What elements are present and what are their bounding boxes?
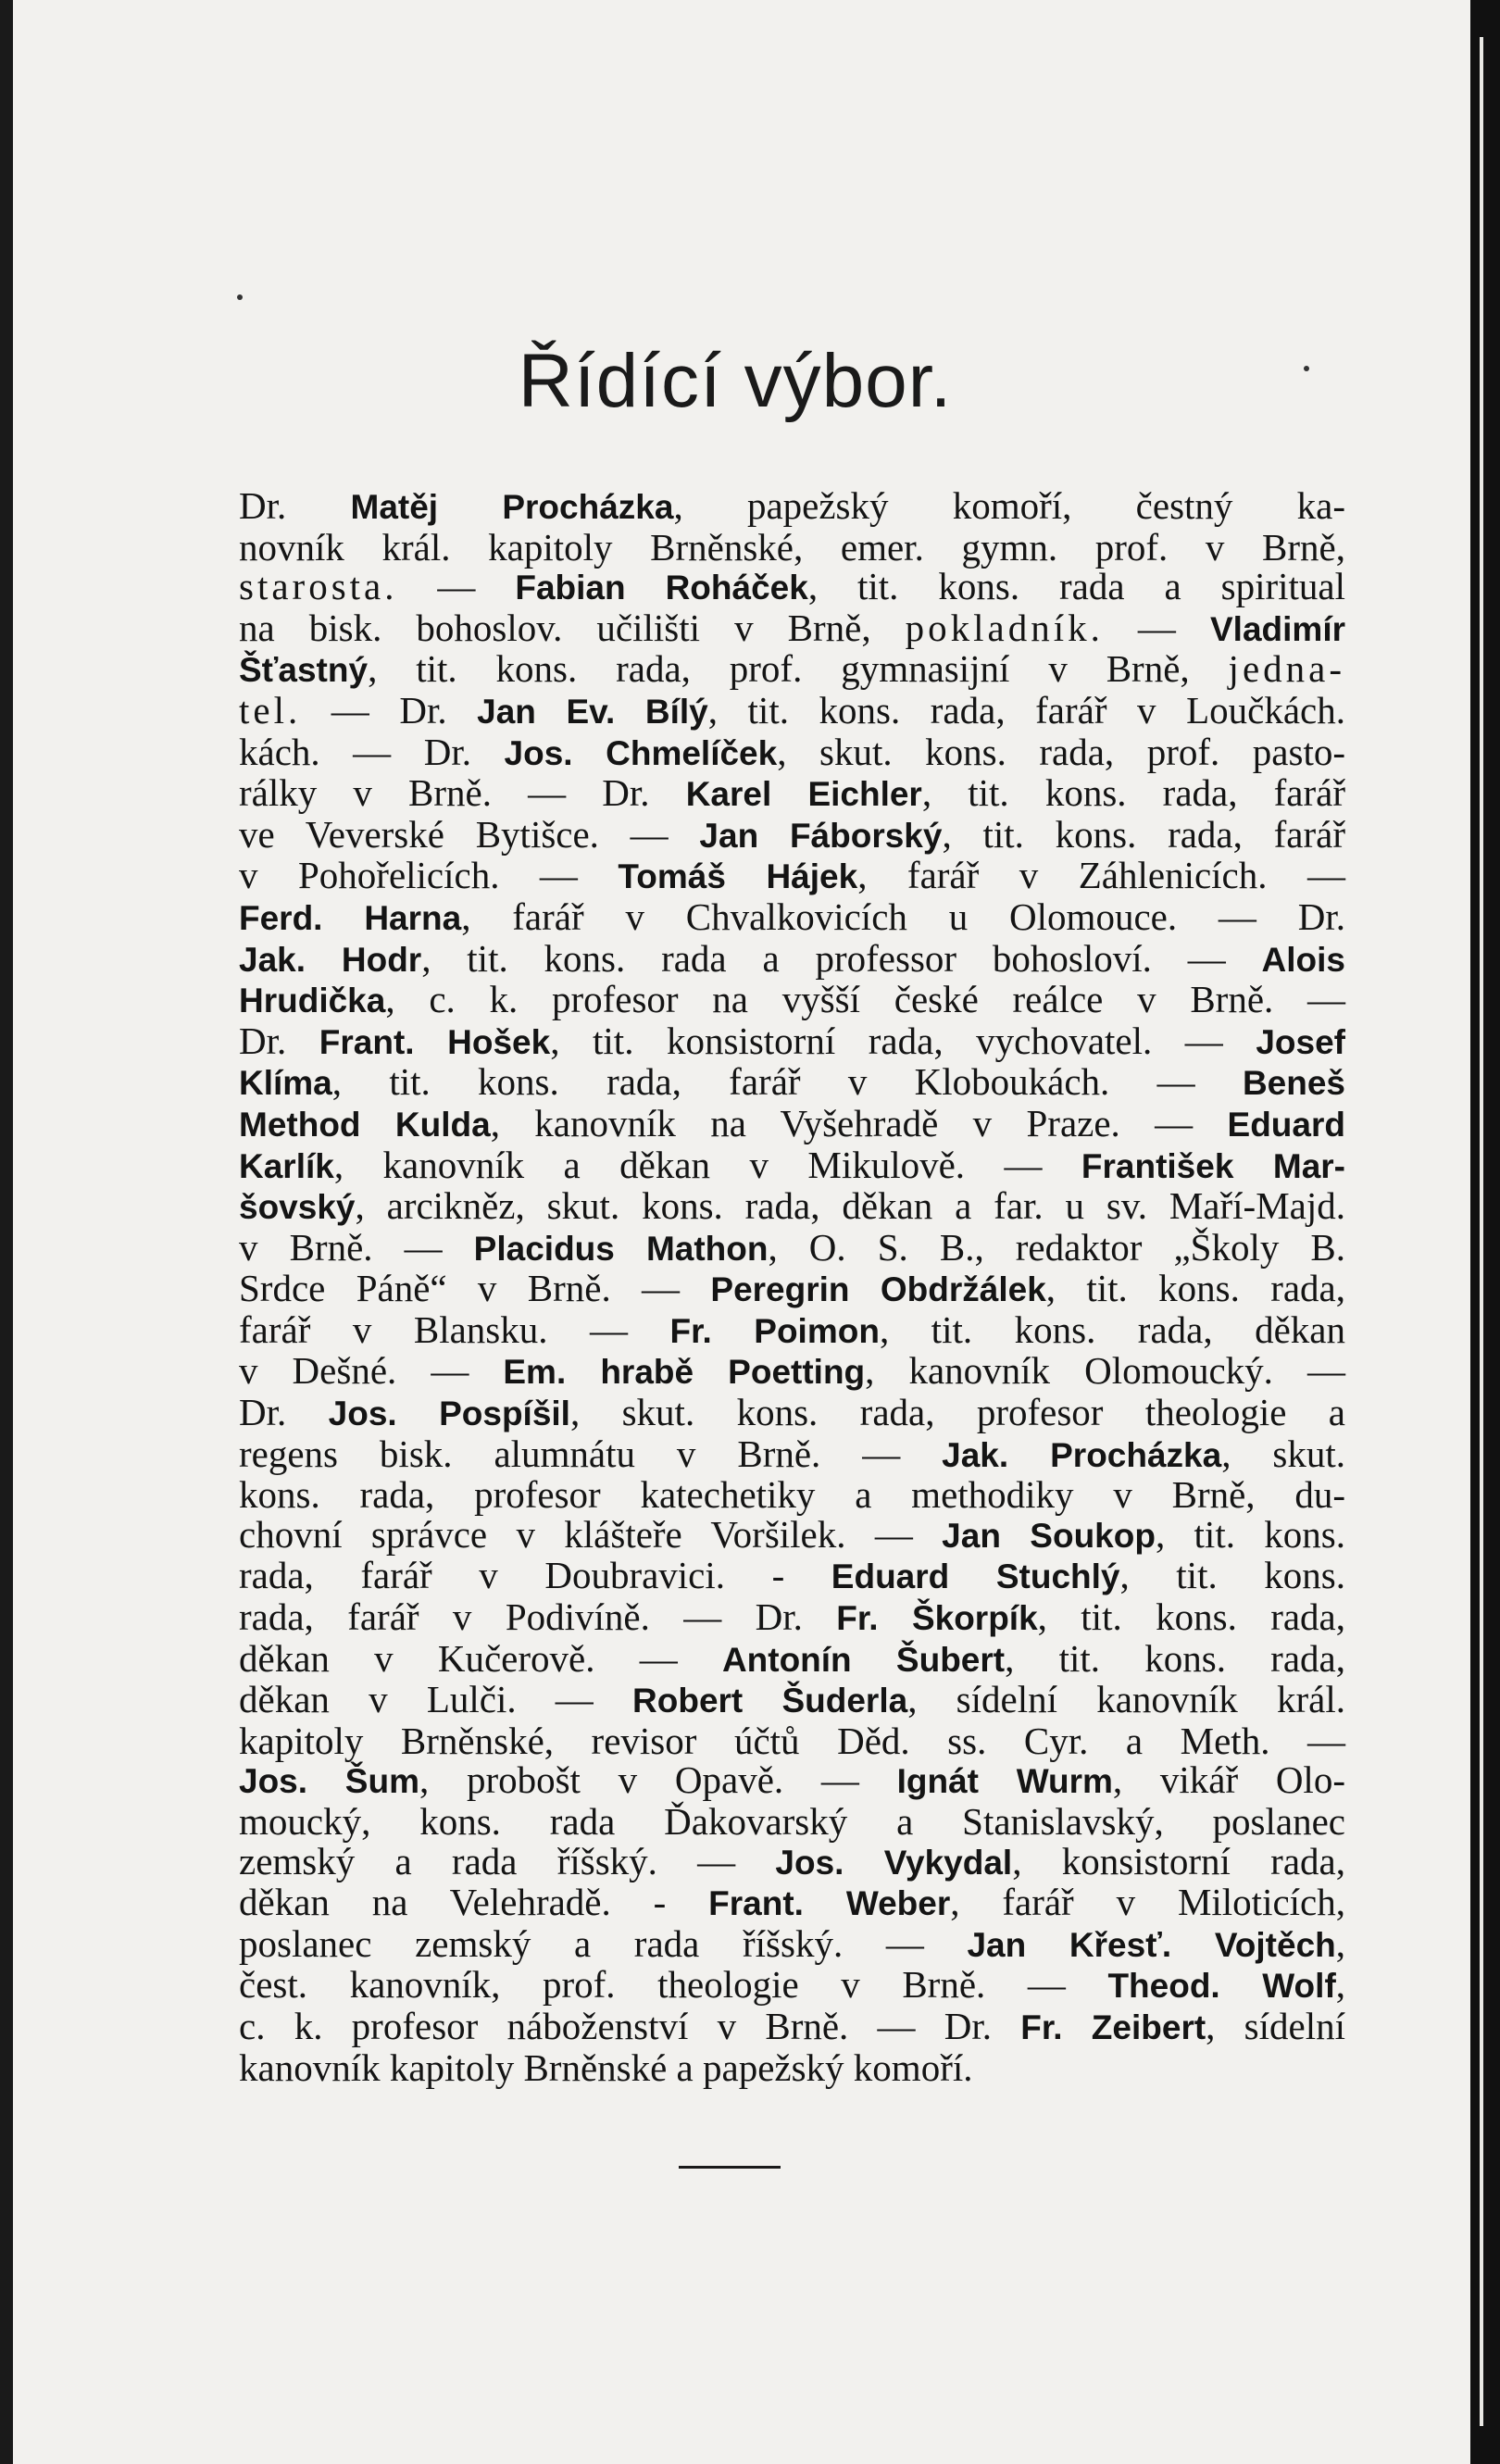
text-line xyxy=(239,1597,1345,1639)
text-line xyxy=(239,1512,1345,1557)
closing-rule xyxy=(679,2166,781,2169)
member-name: Jos. Chmelíček xyxy=(504,733,778,772)
member-name: Beneš xyxy=(1242,1064,1345,1103)
text-run: , tit. kons. rada, farář v Kloboukách. — xyxy=(331,1060,1243,1104)
text-run: , tit. kons. rada a professor bohosloví. — xyxy=(421,936,1262,980)
text-run: čest. kanovník, prof. theologie v Brně. — xyxy=(239,1963,1108,2007)
text-line xyxy=(239,1760,1345,1802)
text-run: , tit. kons. rada, farář xyxy=(942,812,1345,856)
text-line xyxy=(239,773,1345,815)
member-name: Theod. Wolf xyxy=(1107,1967,1336,2006)
member-name: Method Kulda xyxy=(239,1105,491,1144)
text-run: tel. xyxy=(239,688,302,732)
text-run: Srdce Páně“ v Brně. — xyxy=(239,1267,711,1310)
text-run: kách. — Dr. xyxy=(239,730,505,773)
member-name: Jos. Šum xyxy=(239,1762,419,1801)
member-name: Jan Fáborský xyxy=(699,816,943,855)
member-name: Karel Eichler xyxy=(685,775,922,814)
text-run: moucký, kons. rada Ďakovarský a Stanislavský, poslanec xyxy=(239,1800,1345,1843)
member-name: Hrudička xyxy=(239,982,386,1020)
text-run: jedna- xyxy=(1228,647,1345,691)
text-line xyxy=(239,894,1345,939)
text-line xyxy=(239,936,1345,981)
member-name: Ignát Wurm xyxy=(896,1762,1113,1801)
text-line xyxy=(239,1636,1345,1681)
text-run: , kanovník na Vyšehradě v Praze. — xyxy=(490,1101,1228,1144)
text-line xyxy=(239,1145,1345,1187)
text-line xyxy=(239,1475,1345,1515)
text-run: , skut. kons. rada, profesor theologie a xyxy=(569,1391,1345,1434)
text-run: na bisk. bohoslov. učilišti v Brně, xyxy=(239,606,906,649)
text-run: zemský a rada říšský. — xyxy=(239,1839,776,1882)
member-name: Jan Soukop xyxy=(942,1516,1156,1555)
member-name: Peregrin Obdržálek xyxy=(710,1270,1046,1309)
member-name: Robert Šuderla xyxy=(632,1682,908,1720)
member-name: Alois xyxy=(1261,940,1345,979)
text-line xyxy=(239,1269,1345,1310)
text-run: , tit. kons. rada, xyxy=(1005,1636,1345,1680)
member-name: Em. hrabě Poetting xyxy=(503,1353,866,1392)
text-run: , tit. kons. rada, prof. gymnasijní v Brně, xyxy=(368,647,1229,691)
text-line xyxy=(239,688,1345,732)
member-name: Eduard xyxy=(1227,1105,1345,1144)
member-name: Fr. Škorpík xyxy=(836,1599,1038,1638)
page-title: Řídící výbor. xyxy=(518,339,953,423)
text-run: , papežský komoří, čestný ka- xyxy=(673,484,1346,527)
text-line xyxy=(239,732,1345,774)
text-run: , sídelní xyxy=(1206,2004,1345,2047)
text-line xyxy=(239,1921,1345,1966)
text-run: , tit. kons. rada, farář v Loučkách. xyxy=(707,688,1345,732)
text-line xyxy=(239,1351,1345,1393)
member-name: Fr. Zeibert xyxy=(1020,2007,1206,2046)
member-name: Antonín Šubert xyxy=(721,1640,1006,1679)
member-name: Jos. Vykydal xyxy=(775,1843,1013,1882)
text-run: děkan na Velehradě. - xyxy=(239,1881,709,1924)
member-name: Jak. Procházka xyxy=(942,1435,1222,1474)
text-run: v Pohořelicích. — xyxy=(239,854,619,897)
text-line xyxy=(239,2004,1345,2048)
text-run: , xyxy=(1335,1921,1345,1965)
text-line xyxy=(239,1062,1345,1104)
text-run: , tit. konsistorní rada, vychovatel. — xyxy=(550,1019,1256,1062)
text-line xyxy=(239,1186,1345,1228)
text-line xyxy=(239,1802,1345,1842)
text-line xyxy=(239,567,1345,608)
text-line xyxy=(239,856,1345,897)
text-run: farář v Blansku. — xyxy=(239,1307,670,1351)
member-name: Tomáš Hájek xyxy=(618,857,858,896)
text-line xyxy=(239,812,1345,857)
text-line xyxy=(239,608,1345,650)
text-run: Dr. xyxy=(239,1019,319,1062)
text-run: c. k. profesor náboženství v Brně. — Dr. xyxy=(239,2004,1021,2047)
text-run: regens bisk. alumnátu v Brně. — xyxy=(239,1432,943,1475)
text-run: v Dešné. — xyxy=(239,1349,504,1393)
text-run: , skut. kons. rada, prof. pasto- xyxy=(777,730,1346,773)
text-line xyxy=(239,1307,1346,1352)
text-run: rada, farář v Doubravici. - xyxy=(239,1554,831,1597)
member-name: Karlík xyxy=(239,1146,334,1185)
text-line xyxy=(239,2045,1345,2089)
text-run: , tit. kons. rada, děkan xyxy=(879,1307,1346,1351)
text-run: , tit. kons. xyxy=(1119,1554,1345,1597)
text-run: , c. k. profesor na vyšší české reálce v Brně. — xyxy=(385,978,1345,1021)
text-run: děkan v Kučerově. — xyxy=(239,1636,722,1680)
text-run: poslanec zemský a rada říšský. — xyxy=(239,1921,968,1965)
text-run: děkan v Lulči. — xyxy=(239,1678,633,1721)
member-name: Jak. Hodr xyxy=(239,940,422,979)
text-run: chovní správce v klášteře Voršilek. — xyxy=(239,1512,943,1556)
member-name: Matěj Procházka xyxy=(350,488,674,526)
member-name: Ferd. Harna xyxy=(239,898,462,937)
text-line xyxy=(239,1839,1345,1883)
text-run: , farář v Chvalkovicích u Olomouce. — Dr. xyxy=(461,894,1345,938)
text-run: , O. S. B., redaktor „Školy B. xyxy=(768,1225,1346,1269)
text-run: — xyxy=(1103,606,1210,649)
text-run: , xyxy=(1335,1963,1346,2007)
text-run: , tit. kons. rada, xyxy=(1037,1595,1346,1639)
text-line xyxy=(239,1021,1345,1063)
text-run: , konsistorní rada, xyxy=(1012,1839,1345,1882)
member-name: Šťastný xyxy=(239,651,369,690)
text-run: , tit. kons. rada, xyxy=(1045,1267,1345,1310)
text-run: , farář v Záhlenicích. — xyxy=(857,854,1345,897)
text-line xyxy=(239,525,1345,569)
text-run: — Dr. xyxy=(301,688,478,732)
text-line xyxy=(239,1680,1345,1721)
member-name: Eduard Stuchlý xyxy=(831,1557,1120,1596)
member-name: Jos. Pospíšil xyxy=(328,1395,570,1433)
text-run: kons. rada, profesor katechetiky a methodiky v Brně, du- xyxy=(239,1473,1345,1517)
text-run: , tit. kons. rada a spiritual xyxy=(807,565,1345,608)
text-run: pokladník. xyxy=(905,606,1104,649)
member-name: Jan Křesť. Vojtěch xyxy=(967,1925,1336,1964)
scan-right-edge xyxy=(1470,0,1500,2464)
committee-member-list xyxy=(239,486,1345,2087)
text-run: , sídelní kanovník král. xyxy=(907,1678,1345,1721)
member-name: Vladimír xyxy=(1210,609,1345,648)
text-run: starosta. xyxy=(239,565,398,608)
text-line xyxy=(239,1225,1346,1270)
member-name: Frant. Hošek xyxy=(319,1022,551,1061)
text-run: , kanovník Olomoucký. — xyxy=(865,1349,1345,1393)
text-line xyxy=(239,1556,1345,1597)
text-run: rada, farář v Podivíně. — Dr. xyxy=(239,1595,837,1639)
text-run: Dr. xyxy=(239,1391,329,1434)
member-name: Klíma xyxy=(239,1064,332,1103)
text-run: , arcikněz, skut. kons. rada, děkan a far. u sv. Maří-Majd. xyxy=(355,1184,1345,1228)
text-line xyxy=(239,486,1345,528)
next-page-edge xyxy=(1480,37,1483,2426)
ink-speck xyxy=(237,294,243,300)
text-run: , tit. kons. rada, farář xyxy=(921,771,1345,815)
member-name: František Mar- xyxy=(1081,1146,1345,1185)
text-line xyxy=(239,980,1345,1021)
text-run: novník král. kapitoly Brněnské, emer. gymn. prof. v Brně, xyxy=(239,525,1345,569)
text-run: kapitoly Brněnské, revisor účtů Děd. ss. Cyr. a Meth. — xyxy=(239,1719,1345,1762)
member-name: Josef xyxy=(1256,1022,1345,1061)
text-run: , probošt v Opavě. — xyxy=(419,1758,897,1802)
text-run: v Brně. — xyxy=(239,1225,474,1269)
member-name: Placidus Mathon xyxy=(473,1229,769,1268)
text-run: ve Veverské Bytišce. — xyxy=(239,812,700,856)
text-run: kanovník kapitoly Brněnské a papežský komoří. xyxy=(239,2045,973,2089)
text-line xyxy=(239,1882,1345,1924)
member-name: Fr. Poimon xyxy=(669,1311,880,1350)
text-run: , skut. xyxy=(1221,1432,1345,1475)
text-run: , farář v Miloticích, xyxy=(950,1881,1346,1924)
text-line xyxy=(239,1434,1345,1476)
text-line xyxy=(239,1721,1345,1761)
text-line xyxy=(239,1393,1345,1434)
text-line xyxy=(239,649,1345,691)
text-line xyxy=(239,1965,1345,2007)
text-run: — xyxy=(397,565,516,608)
text-run: rálky v Brně. — Dr. xyxy=(239,771,686,815)
member-name: Fabian Roháček xyxy=(515,569,808,607)
member-name: Jan Ev. Bílý xyxy=(477,692,708,731)
text-line xyxy=(239,1101,1345,1145)
text-run: , tit. kons. xyxy=(1155,1512,1345,1556)
member-name: šovský xyxy=(239,1188,356,1227)
member-name: Frant. Weber xyxy=(708,1884,951,1923)
text-run: , vikář Olo- xyxy=(1112,1758,1345,1802)
text-run: Dr. xyxy=(239,484,351,527)
text-run: , kanovník a děkan v Mikulově. — xyxy=(333,1143,1081,1186)
